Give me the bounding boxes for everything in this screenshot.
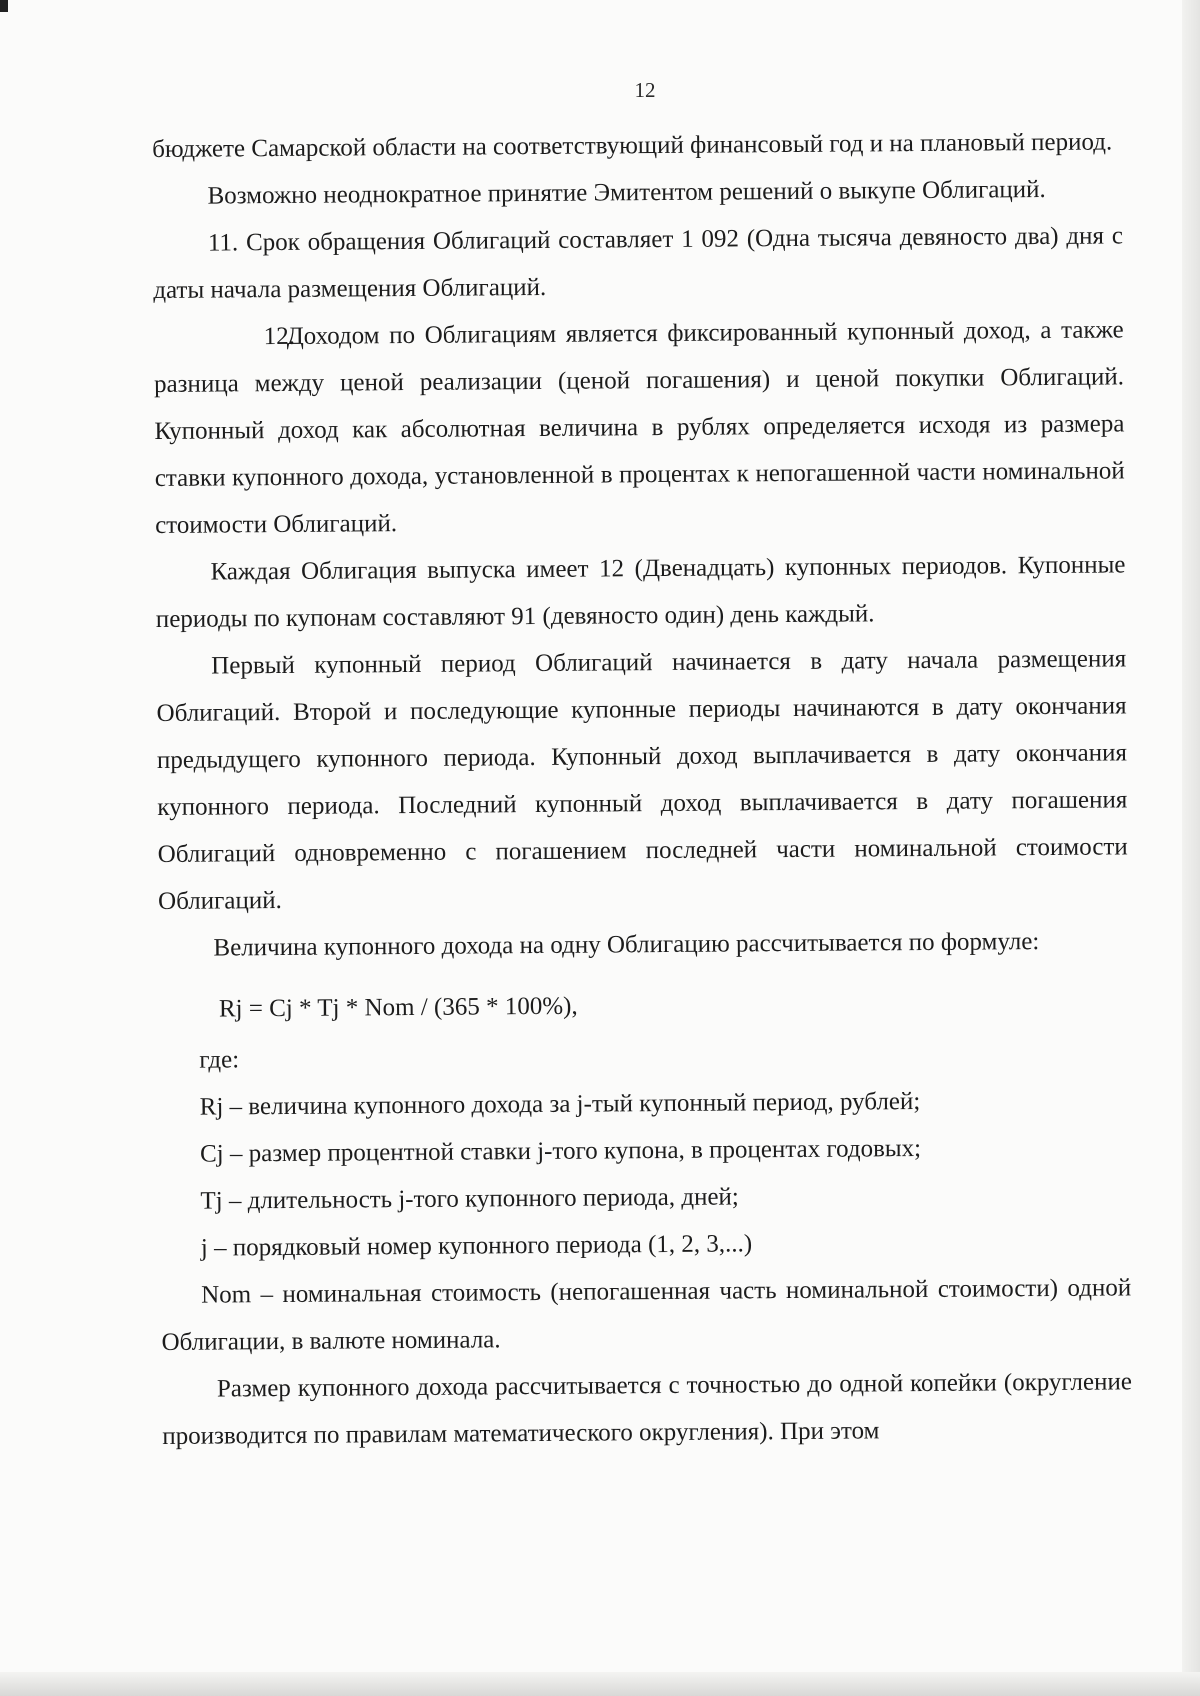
definition-nom: Nom – номинальная стоимость (непогашенная часть номинальной стоимости) одной Облигации, в валюте номинала.	[161, 1274, 1132, 1356]
document-body	[152, 118, 1132, 1460]
formula-where: где:	[199, 1046, 240, 1074]
page-number: 12	[634, 78, 656, 102]
item-12-number: 12.	[263, 322, 296, 351]
item-12-text: Доходом по Облигациям является фиксированный купонный доход, а также разница между ценой реализации (ценой погашения) и ценой покупки Облигаций. Купонный доход как абсолютная величина в рублях определяется исходя из размера ставки купонного дохода, установленной в процентах к непогашенной части номинальной стоимости Облигаций.	[153, 316, 1125, 539]
paragraph-coupon-periods: Каждая Облигация выпуска имеет 12 (Двенадцать) купонных периодов. Купонные периоды по купонам составляют 91 (девяносто один) день каждый.	[155, 551, 1126, 633]
coupon-formula: Rj = Cj * Tj * Nom / (365 * 100%),	[218, 992, 578, 1023]
paragraph-item-12	[153, 306, 1125, 549]
scan-edge-right	[1182, 0, 1200, 1696]
paragraph-budget: бюджете Самарской области на соответствующий финансовый год и на плановый период.	[152, 128, 1113, 163]
paragraph-coupon-schedule: Первый купонный период Облигаций начинается в дату начала размещения Облигаций. Второй и последующие купонные периоды начинаются в дату окончания предыдущего купонного периода. Купонный доход выплачивается в дату окончания купонного периода. Последний купонный доход выплачивается в дату погашения Облигаций одновременно с погашением последней части номинальной стоимости Облигаций.	[156, 645, 1128, 915]
definition-tj: Tj – длительность j-того купонного периода, дней;	[200, 1183, 739, 1215]
scan-edge-bottom	[0, 1672, 1200, 1696]
paragraph-formula-intro: Величина купонного дохода на одну Облигацию рассчитывается по формуле:	[213, 928, 1040, 962]
definition-rj: Rj – величина купонного дохода за j-тый купонный период, рублей;	[199, 1087, 921, 1121]
scan-mark	[0, 0, 8, 12]
definition-j: j – порядковый номер купонного периода (1, 2, 3,...)	[200, 1230, 753, 1262]
paragraph-item-11: 11. Срок обращения Облигаций составляет 1 092 (Одна тысяча девяносто два) дня с даты начала размещения Облигаций.	[153, 222, 1123, 304]
definition-cj: Cj – размер процентной ставки j-того купона, в процентах годовых;	[199, 1134, 922, 1168]
paragraph-rounding: Размер купонного дохода рассчитывается с точностью до одной копейки (округление производится по правилам математического округления). При этом	[162, 1368, 1132, 1450]
paragraph-buyback: Возможно неоднократное принятие Эмитентом решений о выкупе Облигаций.	[207, 175, 1046, 210]
